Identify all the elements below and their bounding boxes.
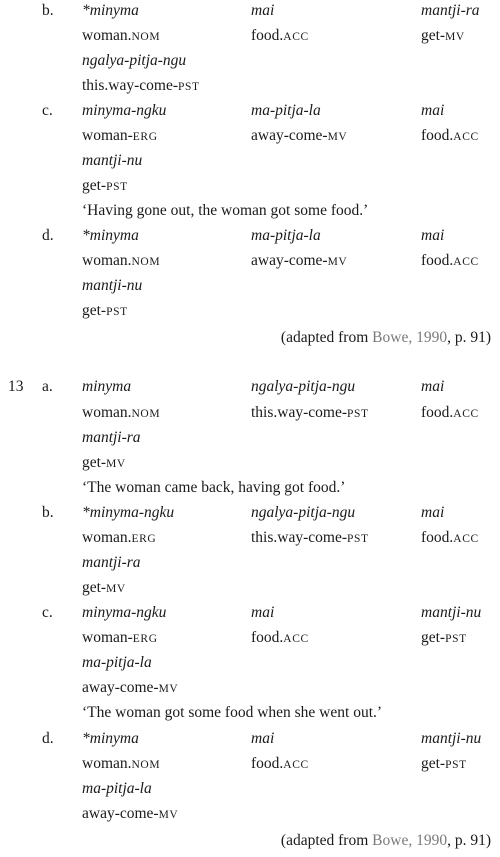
gloss: get-PST [421, 755, 467, 772]
gloss: woman.NOM [82, 27, 161, 44]
gloss: woman-ERG [82, 629, 158, 646]
vernacular-word: minyma-ngku [82, 102, 167, 119]
example-label: b. [42, 2, 54, 19]
vernacular-word: mantji-ra [82, 429, 141, 446]
example-label: b. [42, 504, 54, 521]
vernacular-word: mantji-nu [82, 277, 143, 294]
vernacular-word: *minyma [82, 2, 139, 19]
vernacular-word: mai [421, 102, 445, 119]
vernacular-word: ngalya-pitja-ngu [82, 52, 187, 69]
gloss: woman.NOM [82, 755, 161, 772]
gloss: away-come-MV [251, 252, 348, 269]
free-translation: ‘Having gone out, the woman got some food.’ [82, 202, 369, 219]
vernacular-word: mai [421, 227, 445, 244]
example-number: 13 [8, 378, 24, 395]
gloss: get-PST [82, 177, 128, 194]
vernacular-word: mantji-ra [421, 2, 480, 19]
vernacular-word: mai [421, 378, 445, 395]
vernacular-word: ma-pitja-la [82, 654, 152, 671]
vernacular-word: ngalya-pitja-ngu [251, 378, 356, 395]
example-label: c. [42, 604, 53, 621]
gloss: get-MV [82, 579, 126, 596]
gloss: food.ACC [251, 27, 309, 44]
gloss: woman.NOM [82, 404, 161, 421]
vernacular-word: mai [251, 2, 275, 19]
vernacular-word: ngalya-pitja-ngu [251, 504, 356, 521]
gloss: away-come-MV [82, 679, 179, 696]
gloss: woman.NOM [82, 252, 161, 269]
gloss: this.way-come-PST [251, 529, 369, 546]
gloss: away-come-MV [82, 805, 179, 822]
vernacular-word: mantji-nu [82, 152, 143, 169]
vernacular-word: mantji-ra [82, 554, 141, 571]
gloss: get-PST [82, 302, 128, 319]
vernacular-word: minyma [82, 378, 132, 395]
gloss: food.ACC [421, 127, 479, 144]
gloss: food.ACC [421, 529, 479, 546]
vernacular-word: mai [251, 604, 275, 621]
vernacular-word: minyma-ngku [82, 604, 167, 621]
vernacular-word: *minyma [82, 227, 139, 244]
citation: (adapted from Bowe, 1990, p. 91) [280, 329, 491, 346]
example-label: c. [42, 102, 53, 119]
gloss: this.way-come-PST [82, 77, 200, 94]
gloss: get-MV [421, 27, 465, 44]
citation-link[interactable]: Bowe, 1990 [372, 832, 448, 849]
example-label: d. [42, 730, 54, 747]
vernacular-word: ma-pitja-la [82, 780, 152, 797]
gloss: food.ACC [251, 629, 309, 646]
gloss: this.way-come-PST [251, 404, 369, 421]
gloss: food.ACC [251, 755, 309, 772]
vernacular-word: mai [421, 504, 445, 521]
vernacular-word: ma-pitja-la [251, 227, 321, 244]
vernacular-word: mai [251, 730, 275, 747]
gloss: away-come-MV [251, 127, 348, 144]
vernacular-word: *minyma [82, 730, 139, 747]
vernacular-word: mantji-nu [421, 604, 482, 621]
gloss: food.ACC [421, 404, 479, 421]
gloss: woman.ERG [82, 529, 157, 546]
vernacular-word: ma-pitja-la [251, 102, 321, 119]
vernacular-word: mantji-nu [421, 730, 482, 747]
example-label: d. [42, 227, 54, 244]
gloss: get-PST [421, 629, 467, 646]
example-label: a. [42, 378, 53, 395]
free-translation: ‘The woman got some food when she went out.’ [82, 704, 383, 721]
citation: (adapted from Bowe, 1990, p. 91) [280, 832, 491, 849]
vernacular-word: *minyma-ngku [82, 504, 175, 521]
citation-link[interactable]: Bowe, 1990 [372, 329, 448, 346]
free-translation: ‘The woman came back, having got food.’ [82, 479, 346, 496]
gloss: get-MV [82, 454, 126, 471]
gloss: food.ACC [421, 252, 479, 269]
gloss: woman-ERG [82, 127, 158, 144]
